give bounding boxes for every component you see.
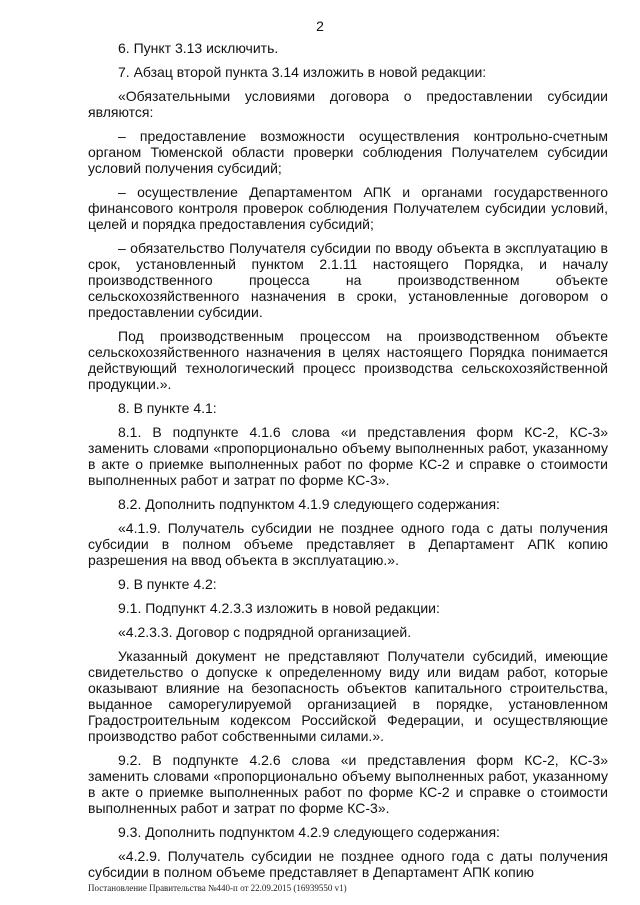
paragraph-4-2-3-3: «4.2.3.3. Договор с подрядной организацией. xyxy=(118,624,412,640)
page-number: 2 xyxy=(316,18,324,34)
paragraph-4-1-9: «4.1.9. Получатель субсидии не позднее одного года с даты получения субсидии в полном объеме представляет в Департамент АПК копию разрешения на ввод объекта в эксплуатацию.». xyxy=(88,520,608,568)
list-item-audit: – предоставление возможности осуществления контрольно-счетным органом Тюменской области проверки соблюдения Получателем субсидии условий получения субсидий; xyxy=(88,128,608,176)
paragraph-definition: Под производственным процессом на производственном объекте сельскохозяйственного назначения в целях настоящего Порядка понимается действующий технологический процесс производства сельскохозяйственной продукции.». xyxy=(88,328,608,392)
list-item-control: – осуществление Департаментом АПК и органами государственного финансового контроля проверок соблюдения Получателем субсидии условий, целей и порядка предоставления субсидий; xyxy=(88,184,608,232)
document-body xyxy=(88,40,608,888)
paragraph-8-2: 8.2. Дополнить подпунктом 4.1.9 следующего содержания: xyxy=(118,496,500,512)
paragraph-6: 6. Пункт 3.13 исключить. xyxy=(118,40,279,56)
paragraph-9-1: 9.1. Подпункт 4.2.3.3 изложить в новой редакции: xyxy=(118,600,440,616)
paragraph-9-3: 9.3. Дополнить подпунктом 4.2.9 следующего содержания: xyxy=(118,824,500,840)
paragraph-9: 9. В пункте 4.2: xyxy=(118,576,217,592)
document-footer: Постановление Правительства №440-п от 22.09.2015 (16939550 v1) xyxy=(88,883,347,893)
paragraph-4-2-9: «4.2.9. Получатель субсидии не позднее одного года с даты получения субсидии в полном объеме представляет в Департамент АПК копию xyxy=(88,848,608,880)
list-item-obligation: – обязательство Получателя субсидии по вводу объекта в эксплуатацию в срок, установленный пунктом 2.1.11 настоящего Порядка, и началу производственного процесса на производственном объекте сельскохозяйственного назначения в сроки, установленные договором о предоставлении субсидии. xyxy=(88,240,608,320)
paragraph-8: 8. В пункте 4.1: xyxy=(118,400,217,416)
quote-intro: «Обязательными условиями договора о предоставлении субсидии являются: xyxy=(88,88,608,120)
paragraph-exemption: Указанный документ не представляют Получатели субсидий, имеющие свидетельство о допуске к определенному виду или видам работ, которые оказывают влияние на безопасность объектов капитального строительства, выданное саморегулируемой организацией в порядке, установленном Градостроительным кодексом Российской Федерации, и осуществляющие производство работ собственными силами.». xyxy=(88,648,608,744)
paragraph-9-2: 9.2. В подпункте 4.2.6 слова «и представления форм КС-2, КС-3» заменить словами «пропорционально объему выполненных работ, указанному в акте о приемке выполненных работ по форме КС-2 и справке о стоимости выполненных работ и затрат по форме КС-3». xyxy=(88,752,608,816)
paragraph-7: 7. Абзац второй пункта 3.14 изложить в новой редакции: xyxy=(118,64,487,80)
paragraph-8-1: 8.1. В подпункте 4.1.6 слова «и представления форм КС-2, КС-3» заменить словами «пропорционально объему выполненных работ, указанному в акте о приемке выполненных работ по форме КС-2 и справке о стоимости выполненных работ и затрат по форме КС-3». xyxy=(88,424,608,488)
